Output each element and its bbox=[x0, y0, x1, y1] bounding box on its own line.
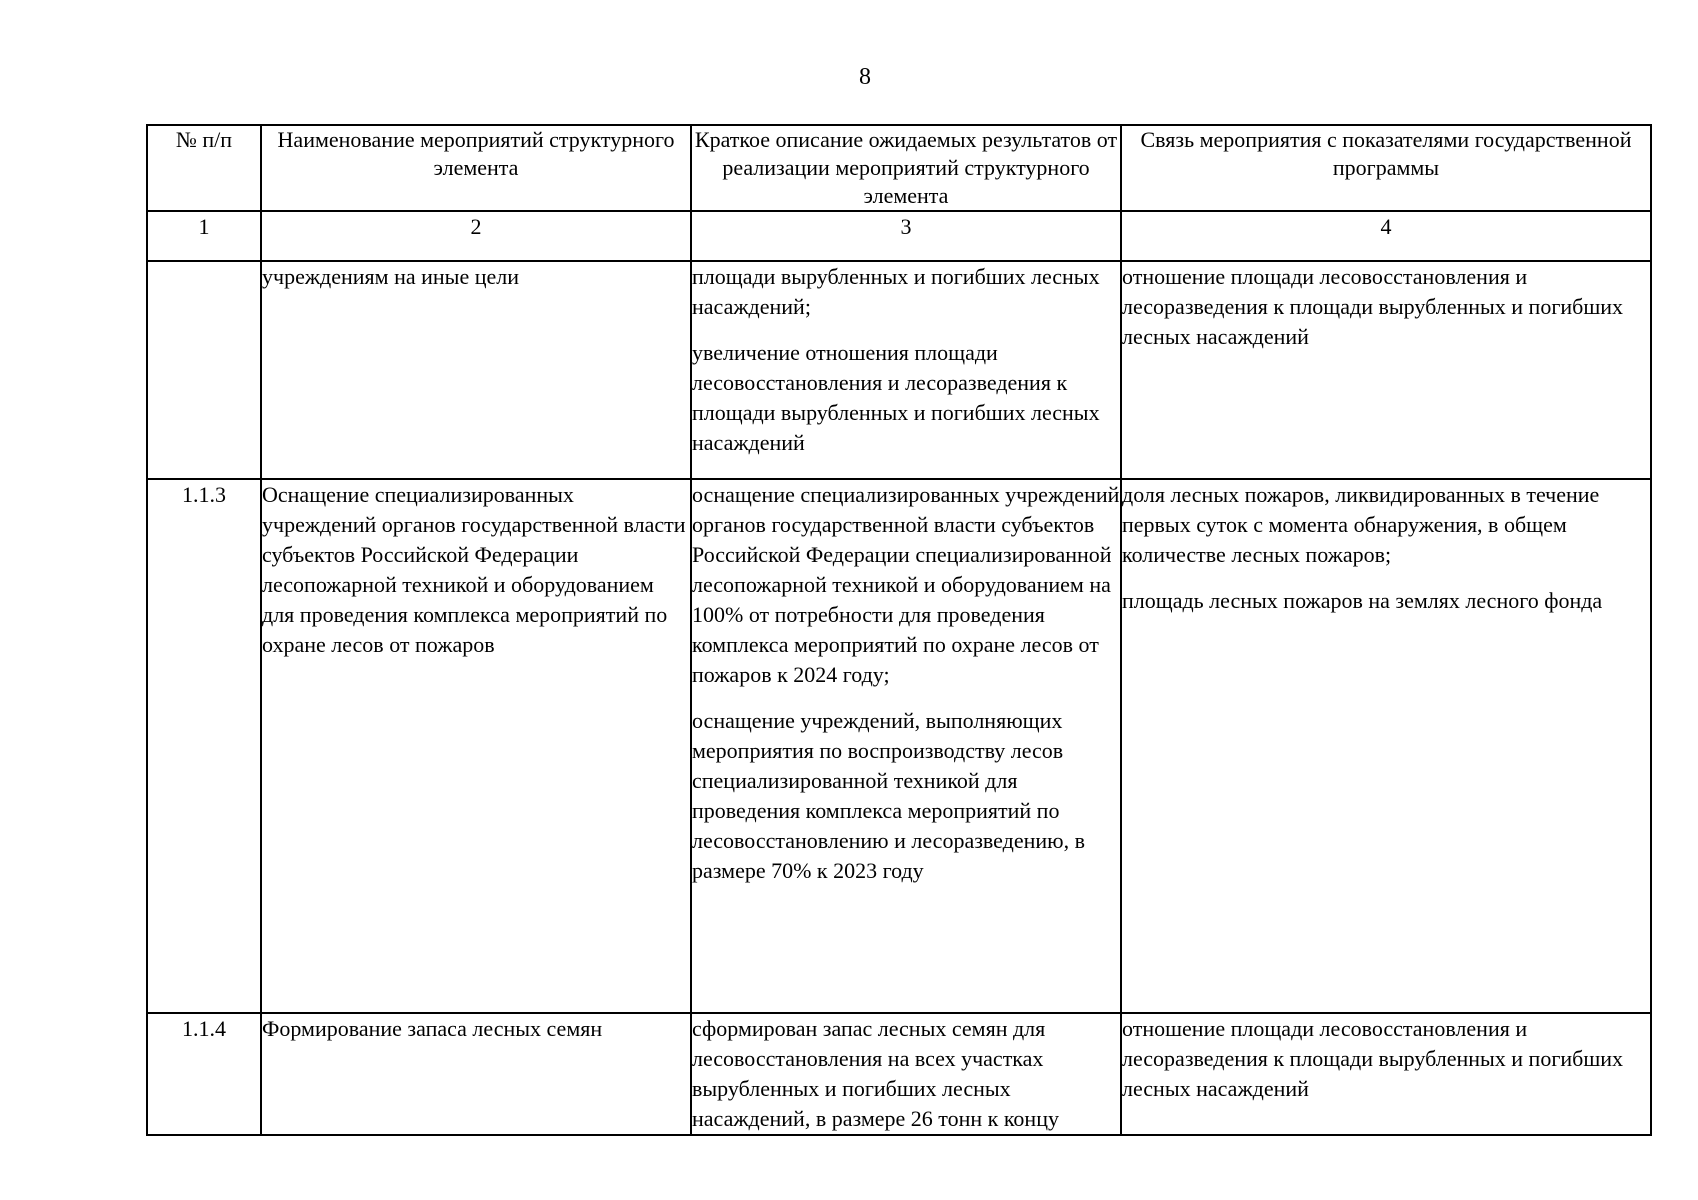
row-number bbox=[147, 261, 261, 479]
measure-name: Оснащение специализированных учреждений органов государственной власти субъектов Российской Федерации лесопожарной техникой и оборудованием для проведения комплекса мероприятий по охране лесов от пожаров bbox=[261, 479, 691, 1013]
indicator-paragraph: доля лесных пожаров, ликвидированных в течение первых суток с момента обнаружения, в общем количестве лесных пожаров; bbox=[1122, 482, 1600, 567]
header-indicators-link: Связь мероприятия с показателями государственной программы bbox=[1121, 125, 1651, 211]
result-paragraph: оснащение специализированных учреждений органов государственной власти субъектов Российской Федерации специализированной лесопожарной техникой и оборудованием на 100% от потребности для проведения комплекса мероприятий по охране лесов от пожаров к 2024 году; bbox=[692, 482, 1120, 687]
column-number-row bbox=[147, 211, 1651, 261]
row-number: 1.1.3 bbox=[147, 479, 261, 1013]
measures-table bbox=[146, 124, 1652, 1136]
result-paragraph: площади вырубленных и погибших лесных насаждений; bbox=[692, 264, 1100, 319]
measure-name: учреждениям на иные цели bbox=[261, 261, 691, 479]
result-paragraph: оснащение учреждений, выполняющих мероприятия по воспроизводству лесов специализированной техникой для проведения комплекса мероприятий по лесовосстановлению и лесоразведению, в размере 70% к 2023 году bbox=[692, 708, 1085, 883]
row-number: 1.1.4 bbox=[147, 1013, 261, 1135]
indicator-paragraph: площадь лесных пожаров на землях лесного фонда bbox=[1122, 588, 1603, 613]
column-number: 3 bbox=[691, 211, 1121, 261]
result-paragraph: увеличение отношения площади лесовосстановления и лесоразведения к площади вырубленных и погибших лесных насаждений bbox=[692, 340, 1100, 455]
header-expected-results: Краткое описание ожидаемых результатов от реализации мероприятий структурного элемента bbox=[691, 125, 1121, 211]
indicators-link bbox=[1121, 479, 1651, 1013]
table-row bbox=[147, 1013, 1651, 1135]
column-number: 2 bbox=[261, 211, 691, 261]
header-number: № п/п bbox=[147, 125, 261, 211]
indicator-paragraph: отношение площади лесовосстановления и лесоразведения к площади вырубленных и погибших лесных насаждений bbox=[1122, 264, 1624, 349]
result-paragraph: сформирован запас лесных семян для лесовосстановления на всех участках вырубленных и погибших лесных насаждений, в размере 26 тонн к концу bbox=[692, 1016, 1059, 1131]
indicators-link bbox=[1121, 1013, 1651, 1135]
expected-results bbox=[691, 479, 1121, 1013]
table-row bbox=[147, 261, 1651, 479]
column-number: 1 bbox=[147, 211, 261, 261]
indicator-paragraph: отношение площади лесовосстановления и лесоразведения к площади вырубленных и погибших лесных насаждений bbox=[1122, 1016, 1624, 1101]
page-number: 8 bbox=[859, 64, 871, 90]
column-number: 4 bbox=[1121, 211, 1651, 261]
measure-name: Формирование запаса лесных семян bbox=[261, 1013, 691, 1135]
table-row bbox=[147, 479, 1651, 1013]
expected-results bbox=[691, 1013, 1121, 1135]
header-measure-name: Наименование мероприятий структурного элемента bbox=[261, 125, 691, 211]
expected-results bbox=[691, 261, 1121, 479]
table-header-row bbox=[147, 125, 1651, 211]
indicators-link bbox=[1121, 261, 1651, 479]
